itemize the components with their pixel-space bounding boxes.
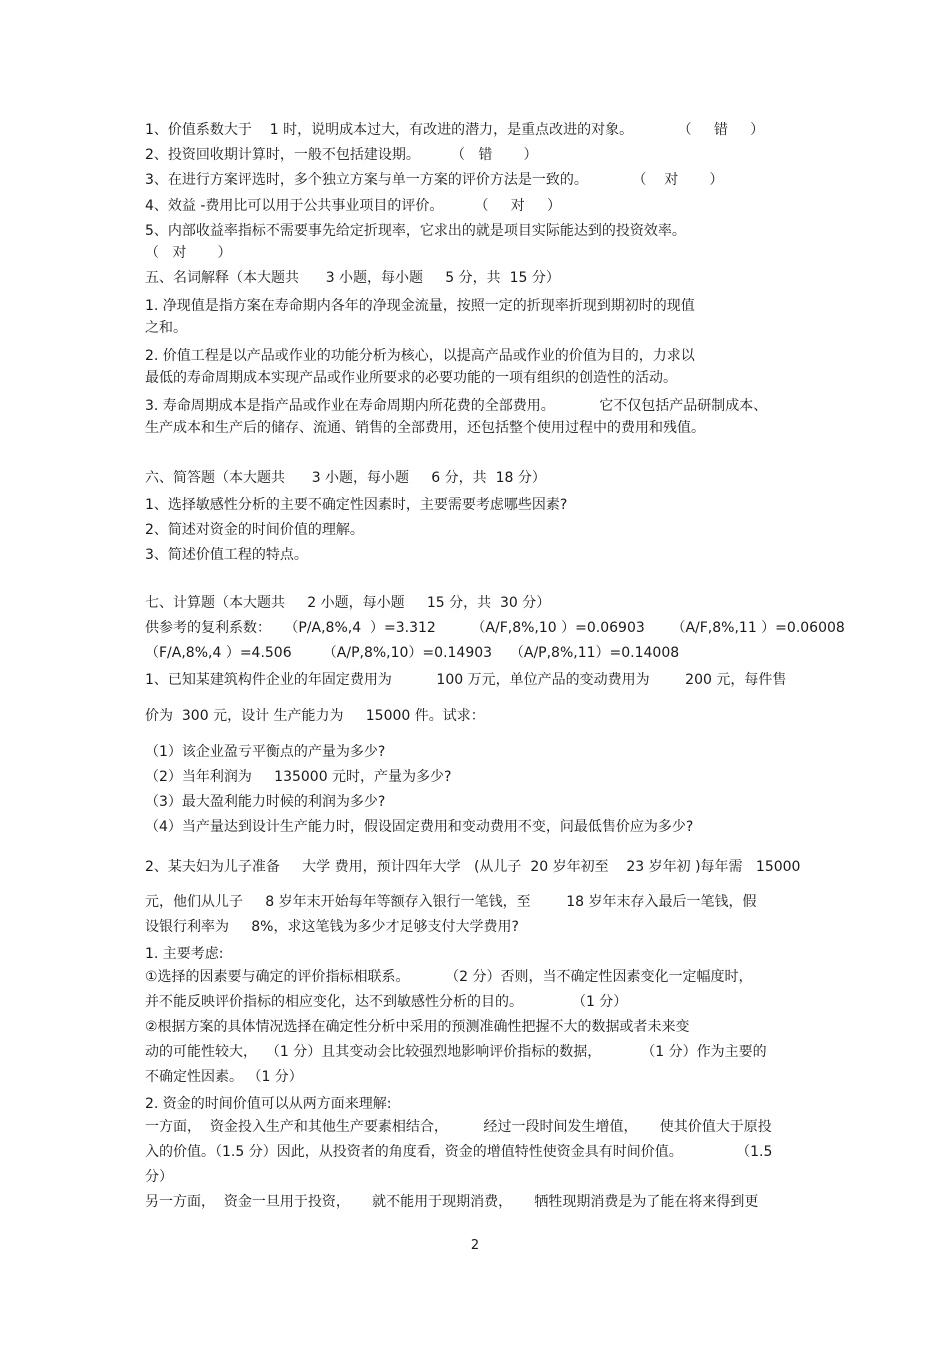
term-definition-line: 之和。 bbox=[145, 320, 187, 336]
calc-subquestion: （1）该企业盈亏平衡点的产量为多少? bbox=[145, 744, 386, 760]
answer-line: 2. 资金的时间价值可以从两方面来理解: bbox=[145, 1096, 392, 1112]
calc-subquestion: （3）最大盈利能力时候的利润为多少? bbox=[145, 794, 386, 810]
answer-line: 一方面， 资金投入生产和其他生产要素相结合， 经过一段时间发生增值， 使其价值大于原投 bbox=[145, 1119, 772, 1135]
answer-line: 动的可能性较大， （1 分）且其变动会比较强烈地影响评价指标的数据， （1 分）作为主要的 bbox=[145, 1044, 767, 1060]
calc-question-1: 价为 300 元，设计 生产能力为 15000 件。试求： bbox=[145, 708, 485, 724]
page-number: 2 bbox=[470, 1238, 480, 1253]
term-definition-line: 生产成本和生产后的储存、流通、销售的全部费用，还包括整个使用过程中的费用和残值。 bbox=[145, 420, 705, 436]
short-question: 3、简述价值工程的特点。 bbox=[145, 547, 308, 563]
term-definition-line: 最低的寿命周期成本实现产品或作业所要求的必要功能的一项有组织的创造性的活动。 bbox=[145, 370, 677, 386]
short-question: 1、选择敏感性分析的主要不确定性因素时，主要需要考虑哪些因素? bbox=[145, 497, 568, 513]
answer-line: 另一方面， 资金一旦用于投资， 就不能用于现期消费， 牺牲现期消费是为了能在将来得到更 bbox=[145, 1194, 759, 1210]
calc-subquestion: （2）当年利润为 135000 元时，产量为多少? bbox=[145, 769, 452, 785]
judgement-item-5-answer: （ 对 ） bbox=[145, 245, 232, 261]
term-definition-line: 3. 寿命周期成本是指产品或作业在寿命周期内所花费的全部费用。 它不仅包括产品研制成本、 bbox=[145, 398, 768, 414]
answer-line: 1. 主要考虑: bbox=[145, 946, 224, 962]
short-question: 2、简述对资金的时间价值的理解。 bbox=[145, 522, 364, 538]
judgement-item-3: 3、在进行方案评选时，多个独立方案与单一方案的评价方法是一致的。 （ 对 ） bbox=[145, 172, 724, 188]
calc-question-2: 元，他们从儿子 8 岁年末开始每年等额存入银行一笔钱，至 18 岁年末存入最后一笔钱，假 bbox=[145, 894, 757, 910]
term-definition-line: 2. 价值工程是以产品或作业的功能分析为核心，以提高产品或作业的价值为目的，力求以 bbox=[145, 348, 695, 364]
answer-line: 入的价值。（1.5 分）因此，从投资者的角度看，资金的增值特性使资金具有时间价值。 （1.5 bbox=[145, 1144, 773, 1160]
answer-line: ②根据方案的具体情况选择在确定性分析中采用的预测准确性把握不大的数据或者未来变 bbox=[145, 1019, 690, 1035]
calc-question-2: 设银行利率为 8%，求这笔钱为多少才足够支付大学费用? bbox=[145, 919, 519, 935]
judgement-item-5: 5、内部收益率指标不需要事先给定折现率，它求出的就是项目实际能达到的投资效率。 bbox=[145, 223, 686, 239]
term-definition-line: 1. 净现值是指方案在寿命期内各年的净现金流量，按照一定的折现率折现到期初时的现值 bbox=[145, 298, 695, 314]
section-7-heading: 七、计算题（本大题共 2 小题，每小题 15 分，共 30 分） bbox=[145, 595, 551, 611]
compound-factors-line-2: （F/A,8%,4 ）=4.506 （A/P,8%,10）=0.14903 （A/P,8%,11）=0.14008 bbox=[145, 645, 680, 661]
section-5-heading: 五、名词解释（本大题共 3 小题，每小题 5 分，共 15 分） bbox=[145, 270, 560, 286]
section-6-heading: 六、简答题（本大题共 3 小题，每小题 6 分，共 18 分） bbox=[145, 470, 546, 486]
compound-factors-line-1: 供参考的复利系数： （P/A,8%,4 ）=3.312 （A/F,8%,10 ）=0.06903 （A/F,8%,11 ）=0.06008 bbox=[145, 620, 845, 636]
calc-question-2: 2、某夫妇为儿子准备 大学 费用，预计四年大学 (从儿子 20 岁年初至 23 岁年初 )每年需 15000 bbox=[145, 859, 801, 875]
answer-line: 并不能反映评价指标的相应变化，达不到敏感性分析的目的。 （1 分） bbox=[145, 994, 628, 1010]
calc-question-1: 1、已知某建筑构件企业的年固定费用为 100 万元，单位产品的变动费用为 200 元，每件售 bbox=[145, 672, 787, 688]
judgement-item-2: 2、投资回收期计算时，一般不包括建设期。 （ 错 ） bbox=[145, 147, 538, 163]
judgement-item-4: 4、效益 -费用比可以用于公共事业项目的评价。 （ 对 ） bbox=[145, 198, 562, 214]
answer-line: ①选择的因素要与确定的评价指标相联系。 （2 分）否则，当不确定性因素变化一定幅度时， bbox=[145, 969, 753, 985]
answer-line: 分） bbox=[145, 1169, 173, 1185]
judgement-item-1: 1、价值系数大于 1 时，说明成本过大，有改进的潜力，是重点改进的对象。 （ 错 ） bbox=[145, 122, 765, 138]
answer-line: 不确定性因素。 （1 分） bbox=[145, 1069, 303, 1085]
calc-subquestion: （4）当产量达到设计生产能力时，假设固定费用和变动费用不变，问最低售价应为多少? bbox=[145, 819, 694, 835]
